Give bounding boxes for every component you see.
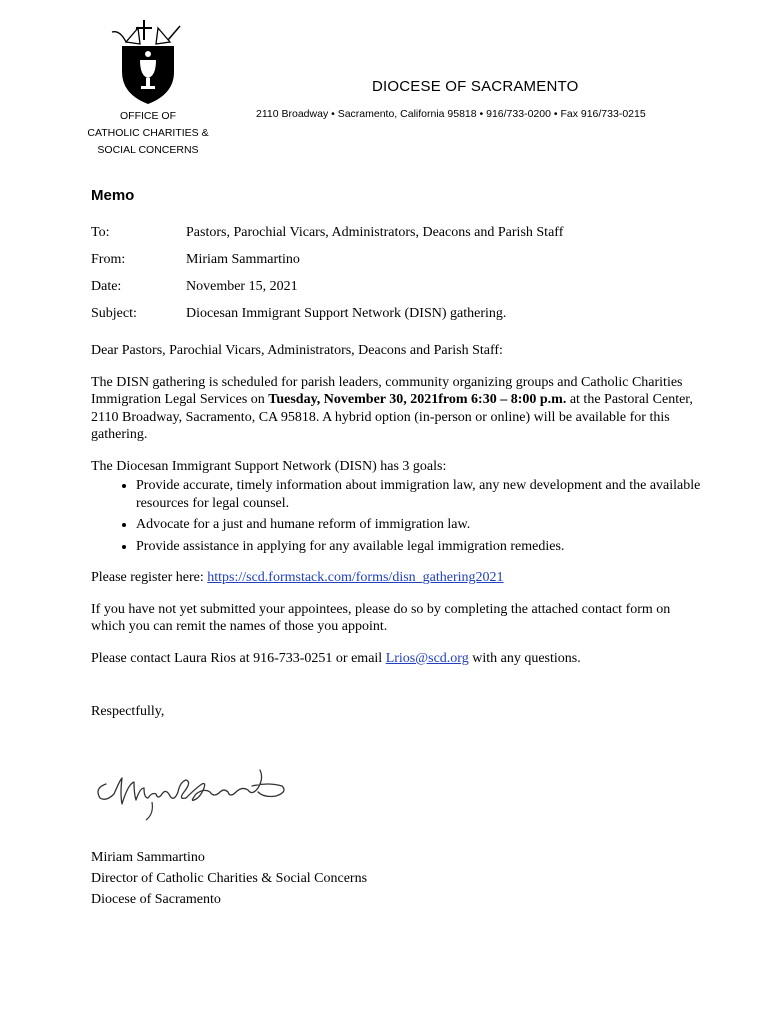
from-label: From: [91,252,126,267]
office-line: OFFICE OF [120,110,176,122]
greeting: Dear Pastors, Parochial Vicars, Administrators, Deacons and Parish Staff: [91,343,503,358]
contact-text: Please contact Laura Rios at 916-733-0251 or email [91,650,386,666]
event-text: The DISN gathering is scheduled for parish leaders, community organizing groups and Catholic Charities Immigration Legal Services on [91,374,683,407]
event-location: at the Pastoral Center, 2110 Broadway, Sacramento, CA 95818. A hybrid option (in-person or online) will be available for this gathering. [91,392,693,442]
signer-organization: Diocese of Sacramento [91,892,221,907]
appointees-paragraph: If you have not yet submitted your appointees, please do so by completing the attached contact form on which you can remit the names of those you appoint. [91,601,671,634]
from-row [91,252,300,268]
signer-name: Miriam Sammartino [91,850,205,865]
office-line: CATHOLIC CHARITIES & [87,127,209,139]
register-text: Please register here: [91,570,208,585]
goals-intro: The Diocesan Immigrant Support Network (DISN) has 3 goals: [91,458,447,474]
signer-title: Director of Catholic Charities & Social Concerns [91,871,368,886]
goal-item: • Advocate for a just and humane reform of immigration law. [136,516,703,534]
subject-value: Diocesan Immigrant Support Network (DISN) gathering. [186,306,507,321]
date-value: November 15, 2021 [186,279,298,294]
registration-link[interactable]: https://scd.formstack.com/forms/disn_gathering2021 [207,570,504,585]
from-value: Miriam Sammartino [186,252,300,267]
handwritten-signature [92,758,292,826]
subject-row [91,306,506,322]
register-paragraph [91,569,703,587]
to-label: To: [91,225,110,240]
date-label: Date: [91,279,122,294]
diocese-crest-icon [110,18,186,106]
office-address: 2110 Broadway • Sacramento, California 95818 • 916/733-0200 • Fax 916/733-0215 [256,108,646,120]
to-row [91,225,563,241]
memo-title: Memo [91,187,135,204]
memo-body [91,342,703,735]
goal-item: • Provide accurate, timely information about immigration law, any new development and the available resources for legal counsel. [136,477,703,512]
goal-item: • Provide assistance in applying for any available legal immigration remedies. [136,538,703,556]
signature-block [91,847,367,910]
office-line: SOCIAL CONCERNS [97,144,199,156]
event-paragraph [91,374,703,444]
event-date: Tuesday, November 30, 2021from 6:30 – 8:00 p.m. [268,392,567,407]
date-row [91,279,298,295]
contact-paragraph [91,650,703,668]
diocese-name: DIOCESE OF SACRAMENTO [372,78,579,95]
to-value: Pastors, Parochial Vicars, Administrators, Deacons and Parish Staff [186,225,564,240]
subject-label: Subject: [91,306,137,321]
contact-suffix: with any questions. [468,650,581,666]
email-link[interactable]: Lrios@scd.org [385,650,469,666]
office-name [78,108,218,159]
closing: Respectfully, [91,704,165,719]
goals-list [91,477,703,555]
